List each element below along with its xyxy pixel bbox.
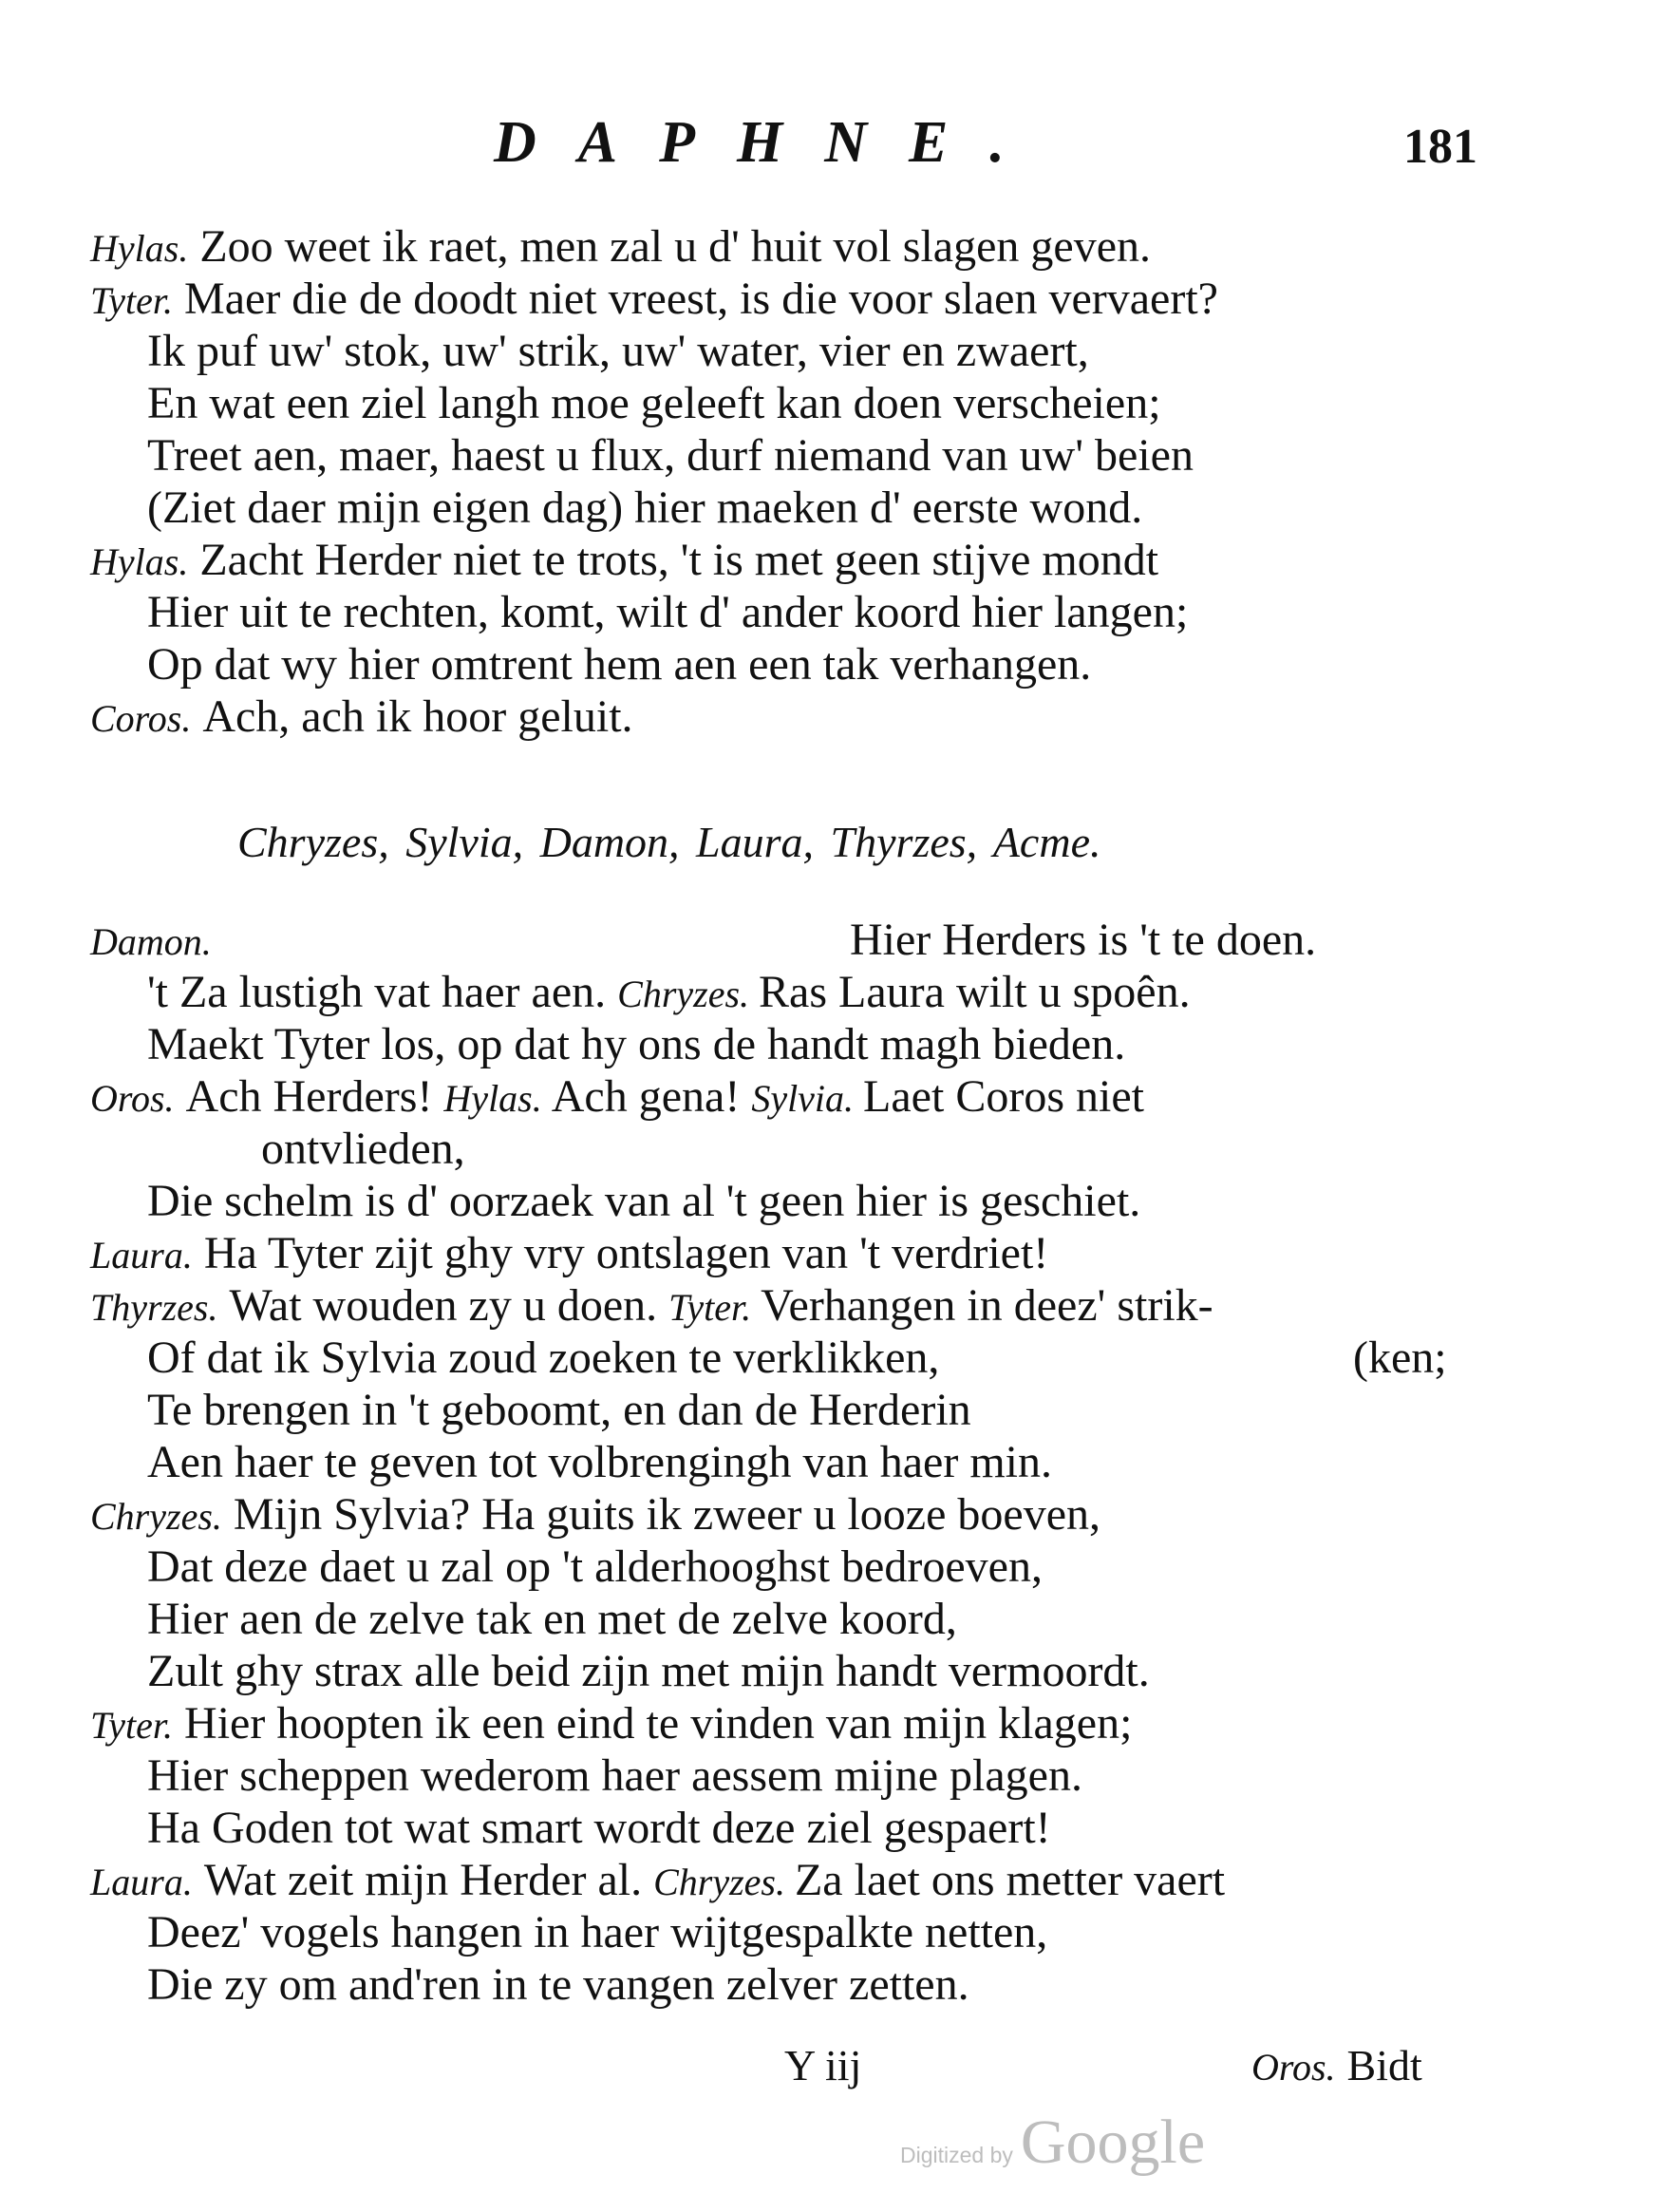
verse-line [147, 966, 1191, 1019]
speaker-name: Damon. [90, 920, 212, 963]
speaker-name: Coros. [90, 697, 192, 740]
verse-line: Die zy om and'ren in te vangen zelver zetten. [147, 1959, 969, 2010]
catchword-text: Bidt [1346, 2041, 1422, 2089]
speaker-name: Hylas. [90, 227, 189, 270]
speaker-name: Sylvia. [751, 1077, 855, 1120]
verse-text: Zoo weet ik raet, men zal u d' huit vol slagen geven. [199, 221, 1151, 272]
speaker-name: Hylas. [90, 540, 189, 583]
verse-line: Maekt Tyter los, op dat hy ons de handt magh bieden. [147, 1019, 1126, 1069]
verse-text: Verhangen in deez' strik- [761, 1280, 1213, 1331]
verse-line [90, 1070, 1144, 1124]
verse-line [90, 1697, 1132, 1750]
running-title: DAPHNE. [494, 110, 1046, 175]
speaker-name: Hylas. [443, 1077, 542, 1120]
verse-line: Die schelm is d' oorzaek van al 't geen hier is geschiet. [147, 1176, 1141, 1226]
verse-line: Hier aen de zelve tak en met de zelve koord, [147, 1594, 957, 1644]
verse-text: Hier Herders is 't te doen. [850, 915, 1317, 965]
verse-line: Treet aen, maer, haest u flux, durf niemand van uw' beien [147, 430, 1194, 481]
catchword [1251, 2040, 1422, 2090]
digitization-watermark [900, 2107, 1205, 2179]
verse-text: Wat zeit mijn Herder al. [203, 1855, 643, 1905]
speaker-name: Chryzes. [617, 973, 750, 1015]
verse-line: Aen haer te geven tot volbrengingh van haer min. [147, 1437, 1053, 1487]
speaker-name: Tyter. [668, 1286, 752, 1329]
verse-line: Deez' vogels hangen in haer wijtgespalkte netten, [147, 1907, 1048, 1957]
verse-line [147, 1332, 1476, 1385]
verse-text: Zacht Herder niet te trots, 't is met geen stijve mondt [199, 535, 1159, 585]
watermark-logo-text: Google [1020, 2108, 1206, 2177]
verse-line [90, 914, 1571, 967]
speaker-name: Tyter. [90, 1704, 174, 1747]
verse-text: Wat wouden zy u doen. [229, 1280, 658, 1331]
signature-mark: Y iij [784, 2041, 862, 2089]
speaker-name: Tyter. [90, 279, 174, 322]
verse-text: Hier hoopten ik een eind te vinden van mijn klagen; [184, 1698, 1133, 1749]
speaker-name: Chryzes. [90, 1495, 222, 1538]
verse-line: Zult ghy strax alle beid zijn met mijn handt vermoordt. [147, 1646, 1150, 1696]
verse-line [90, 1854, 1225, 1907]
verse-text: Maer die de doodt niet vreest, is die voor slaen vervaert? [184, 274, 1218, 324]
verse-line [90, 220, 1151, 274]
verse-line [90, 534, 1158, 587]
speaker-name: Oros. [90, 1077, 175, 1120]
turnover-text: (ken; [1353, 1333, 1447, 1383]
speaker-name: Oros. [1251, 2046, 1336, 2089]
scene-heading: Chryzes, Sylvia, Damon, Laura, Thyrzes, Acme. [237, 818, 1101, 866]
verse-text: Of dat ik Sylvia zoud zoeken te verklikken, [147, 1333, 940, 1383]
page-number: 181 [1403, 120, 1477, 174]
verse-line: Ha Goden tot wat smart wordt deze ziel gespaert! [147, 1803, 1051, 1853]
watermark-small-text: Digitized by [900, 2143, 1013, 2167]
verse-line [90, 690, 633, 744]
verse-line: En wat een ziel langh moe geleeft kan doen verscheien; [147, 378, 1161, 428]
verse-line [90, 273, 1218, 326]
verse-text: Ach Herders! [185, 1071, 433, 1122]
verse-text: Za laet ons metter vaert [794, 1855, 1226, 1905]
speaker-name: Chryzes. [653, 1861, 785, 1903]
verse-line [90, 1279, 1213, 1333]
verse-line [90, 1227, 1048, 1280]
verse-text: Laet Coros niet [863, 1071, 1144, 1122]
verse-line: Ik puf uw' stok, uw' strik, uw' water, vier en zwaert, [147, 326, 1089, 376]
verse-line: (Ziet daer mijn eigen dag) hier maeken d' eerste wond. [147, 482, 1143, 533]
verse-line: Dat deze daet u zal op 't alderhooghst bedroeven, [147, 1541, 1043, 1592]
verse-text: Ach, ach ik hoor geluit. [202, 691, 633, 742]
verse-line: ontvlieden, [261, 1124, 465, 1174]
verse-text: Ha Tyter zijt ghy vry ontslagen van 't verdriet! [203, 1228, 1049, 1278]
verse-line: Hier scheppen wederom haer aessem mijne plagen. [147, 1750, 1082, 1801]
verse-line: Hier uit te rechten, komt, wilt d' ander koord hier langen; [147, 587, 1189, 637]
verse-text: Mijn Sylvia? Ha guits ik zweer u looze boeven, [233, 1489, 1100, 1540]
verse-text: 't Za lustigh vat haer aen. [147, 967, 607, 1017]
verse-line: Te brengen in 't geboomt, en dan de Herderin [147, 1385, 971, 1435]
speaker-name: Laura. [90, 1861, 193, 1903]
verse-text: Ras Laura wilt u spoên. [759, 967, 1191, 1017]
verse-text: Ach gena! [551, 1071, 741, 1122]
speaker-name: Thyrzes. [90, 1286, 218, 1329]
verse-line: Op dat wy hier omtrent hem aen een tak verhangen. [147, 639, 1092, 690]
verse-line [90, 1488, 1100, 1541]
speaker-name: Laura. [90, 1234, 193, 1276]
